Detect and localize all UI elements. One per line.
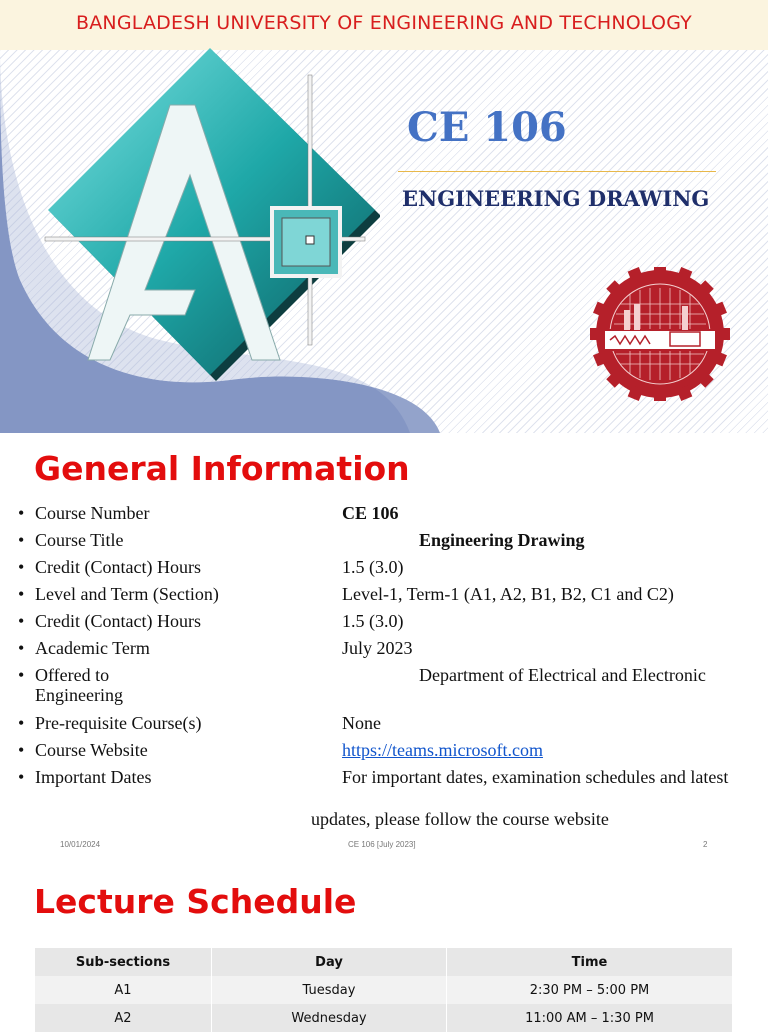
list-item bbox=[0, 530, 768, 554]
bullet-icon: • bbox=[18, 503, 25, 523]
item-label-continued: Engineering bbox=[35, 685, 123, 705]
title-divider bbox=[398, 171, 716, 172]
item-label: Credit (Contact) Hours bbox=[35, 611, 201, 631]
table-cell: A1 bbox=[35, 976, 212, 1004]
university-name: BANGLADESH UNIVERSITY OF ENGINEERING AND TECHNOLOGY bbox=[76, 12, 692, 34]
item-value: For important dates, examination schedules and latest bbox=[342, 767, 729, 787]
bullet-icon: • bbox=[18, 665, 25, 685]
bullet-icon: • bbox=[18, 584, 25, 604]
item-label: Level and Term (Section) bbox=[35, 584, 219, 604]
general-information-heading: General Information bbox=[34, 449, 410, 488]
table-cell: 2:30 PM – 5:00 PM bbox=[447, 976, 733, 1004]
list-item bbox=[0, 611, 768, 635]
footer-course: CE 106 [July 2023] bbox=[348, 840, 416, 849]
item-value-continued: updates, please follow the course website bbox=[311, 809, 609, 829]
item-label: Course Website bbox=[35, 740, 148, 760]
item-value: CE 106 bbox=[342, 503, 399, 523]
bullet-icon: • bbox=[18, 767, 25, 787]
bullet-icon: • bbox=[18, 713, 25, 733]
list-item bbox=[0, 503, 768, 527]
table-cell: A2 bbox=[35, 1004, 212, 1032]
table-row bbox=[35, 976, 733, 1004]
column-header: Sub-sections bbox=[35, 948, 212, 976]
title-slide bbox=[0, 0, 768, 433]
item-label: Offered to bbox=[35, 665, 110, 685]
item-value: 1.5 (3.0) bbox=[342, 557, 404, 577]
lecture-schedule-slide bbox=[0, 858, 768, 1024]
item-label: Pre-requisite Course(s) bbox=[35, 713, 202, 733]
bullet-icon: • bbox=[18, 638, 25, 658]
item-value: Engineering Drawing bbox=[419, 530, 585, 550]
list-item bbox=[0, 557, 768, 581]
course-name-title: ENGINEERING DRAWING bbox=[402, 186, 710, 211]
general-information-slide bbox=[0, 433, 768, 858]
list-item bbox=[0, 665, 768, 709]
autocad-a-logo-icon bbox=[40, 40, 380, 385]
column-header: Time bbox=[447, 948, 733, 976]
column-header: Day bbox=[212, 948, 447, 976]
item-label: Course Number bbox=[35, 503, 150, 523]
bullet-icon: • bbox=[18, 740, 25, 760]
lecture-schedule-table bbox=[35, 948, 733, 1032]
bullet-icon: • bbox=[18, 557, 25, 577]
item-label: Academic Term bbox=[35, 638, 150, 658]
buet-seal-icon bbox=[588, 267, 732, 401]
table-cell: Tuesday bbox=[212, 976, 447, 1004]
bullet-icon: • bbox=[18, 611, 25, 631]
item-value: None bbox=[342, 713, 381, 733]
course-website-link[interactable]: https://teams.microsoft.com bbox=[342, 740, 543, 760]
list-item bbox=[0, 740, 768, 764]
footer-page-number: 2 bbox=[703, 840, 708, 849]
item-label: Credit (Contact) Hours bbox=[35, 557, 201, 577]
item-value: 1.5 (3.0) bbox=[342, 611, 404, 631]
list-item bbox=[0, 767, 768, 791]
list-item bbox=[0, 584, 768, 608]
bullet-icon: • bbox=[18, 530, 25, 550]
table-header-row bbox=[35, 948, 733, 976]
item-value: Department of Electrical and Electronic bbox=[419, 665, 706, 685]
table-cell: Wednesday bbox=[212, 1004, 447, 1032]
table-row bbox=[35, 1004, 733, 1032]
table-cell: 11:00 AM – 1:30 PM bbox=[447, 1004, 733, 1032]
list-item bbox=[0, 638, 768, 662]
course-code-title: CE 106 bbox=[407, 104, 567, 151]
list-item-continuation bbox=[0, 809, 768, 833]
item-label: Course Title bbox=[35, 530, 124, 550]
list-item bbox=[0, 713, 768, 737]
item-label: Important Dates bbox=[35, 767, 152, 787]
item-value: July 2023 bbox=[342, 638, 413, 658]
footer-date: 10/01/2024 bbox=[60, 840, 101, 849]
lecture-schedule-heading: Lecture Schedule bbox=[34, 882, 357, 921]
item-value: Level-1, Term-1 (A1, A2, B1, B2, C1 and C2) bbox=[342, 584, 674, 604]
